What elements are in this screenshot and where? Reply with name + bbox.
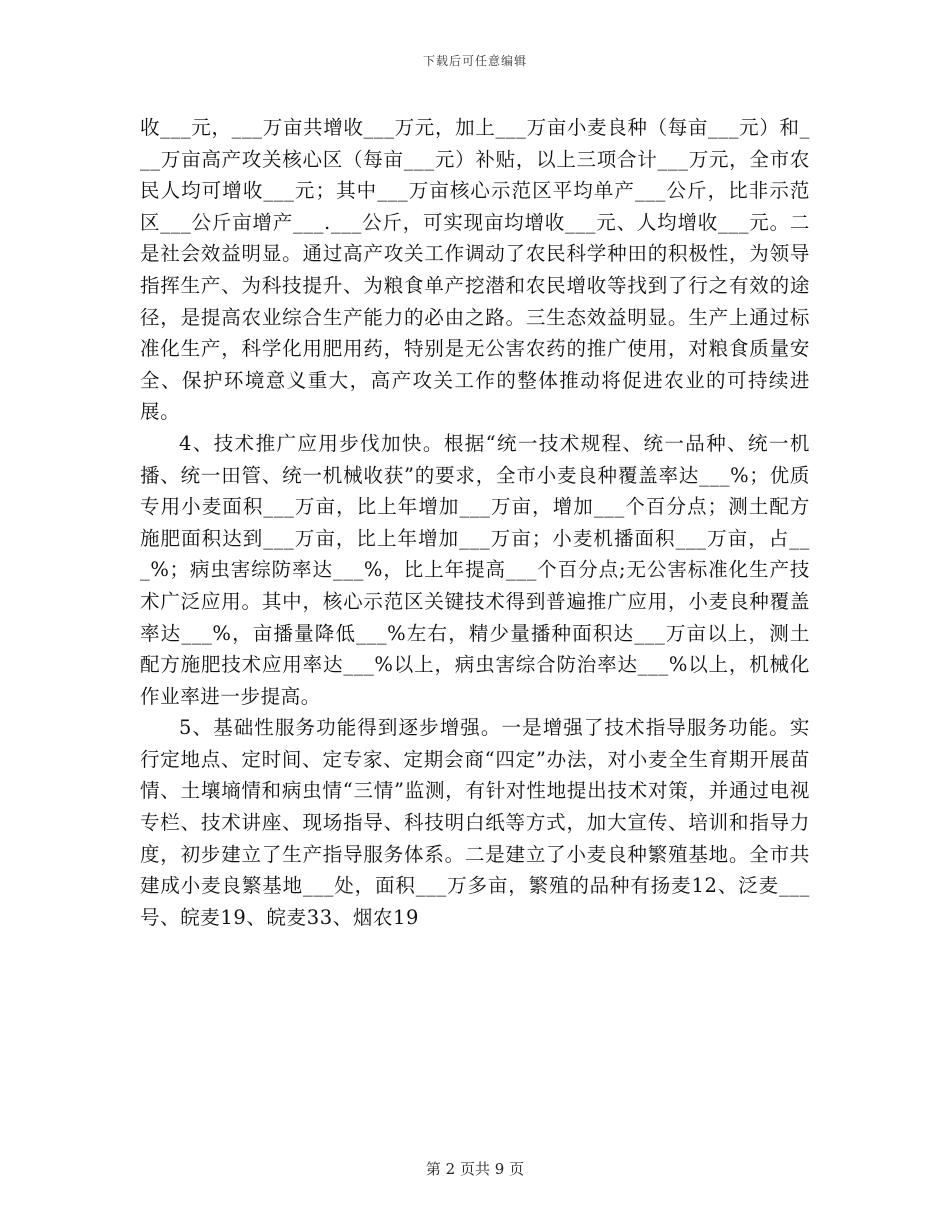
document-body [140, 112, 810, 933]
paragraph-benefits: 收___元，___万亩共增收___万元，加上___万亩小麦良种（每亩___元）和___万亩高产攻关核心区（每亩___元）补贴，以上三项合计___万元，全市农民人均可增收___元；其中___万亩核心示范区平均单产___公斤，比非示范区___公斤亩增产___.___公斤，可实现亩均增收___元、人均增收___元。二是社会效益明显。通过高产攻关工作调动了农民科学种田的积极性，为领导指挥生产、为科技提升、为粮食单产挖潜和农民增收等找到了行之有效的途径，是提高农业综合生产能力的必由之路。三生态效益明显。生产上通过标准化生产，科学化用肥用药，特别是无公害农药的推广使用，对粮食质量安全、保护环境意义重大，高产攻关工作的整体推动将促进农业的可持续进展。 [140, 116, 810, 424]
page-header: 下载后可任意编辑 [422, 54, 527, 68]
paragraph-technology-promotion: 4、技术推广应用步伐加快。根据“统一技术规程、统一品种、统一机播、统一田管、统一机械收获”的要求，全市小麦良种覆盖率达___%；优质专用小麦面积___万亩，比上年增加___万亩，增加___个百分点；测土配方施肥面积达到___万亩，比上年增加___万亩；小麦机播面积___万亩，占___%；病虫害综防率达___%，比上年提高___个百分点;无公害标准化生产技术广泛应用。其中，核心示范区关键技术得到普遍推广应用，小麦良种覆盖率达___%，亩播量降低___%左右，精少量播种面积达___万亩以上，测土配方施肥技术应用率达___%以上，病虫害综合防治率达___%以上，机械化作业率进一步提高。 [140, 431, 810, 708]
paragraph-service-functions: 5、基础性服务功能得到逐步增强。一是增强了技术指导服务功能。实行定地点、定时间、定专家、定期会商“四定”办法，对小麦全生育期开展苗情、土壤墒情和病虫情“三情”监测，有针对性地提出技术对策，并通过电视专栏、技术讲座、现场指导、科技明白纸等方式，加大宣传、培训和指导力度，初步建立了生产指导服务体系。二是建立了小麦良种繁殖基地。全市共建成小麦良繁基地___处，面积___万多亩，繁殖的品种有扬麦12、泛麦___号、皖麦19、皖麦33、烟农19 [140, 716, 810, 929]
page-number-footer: 第 2 页共 9 页 [425, 1160, 525, 1178]
